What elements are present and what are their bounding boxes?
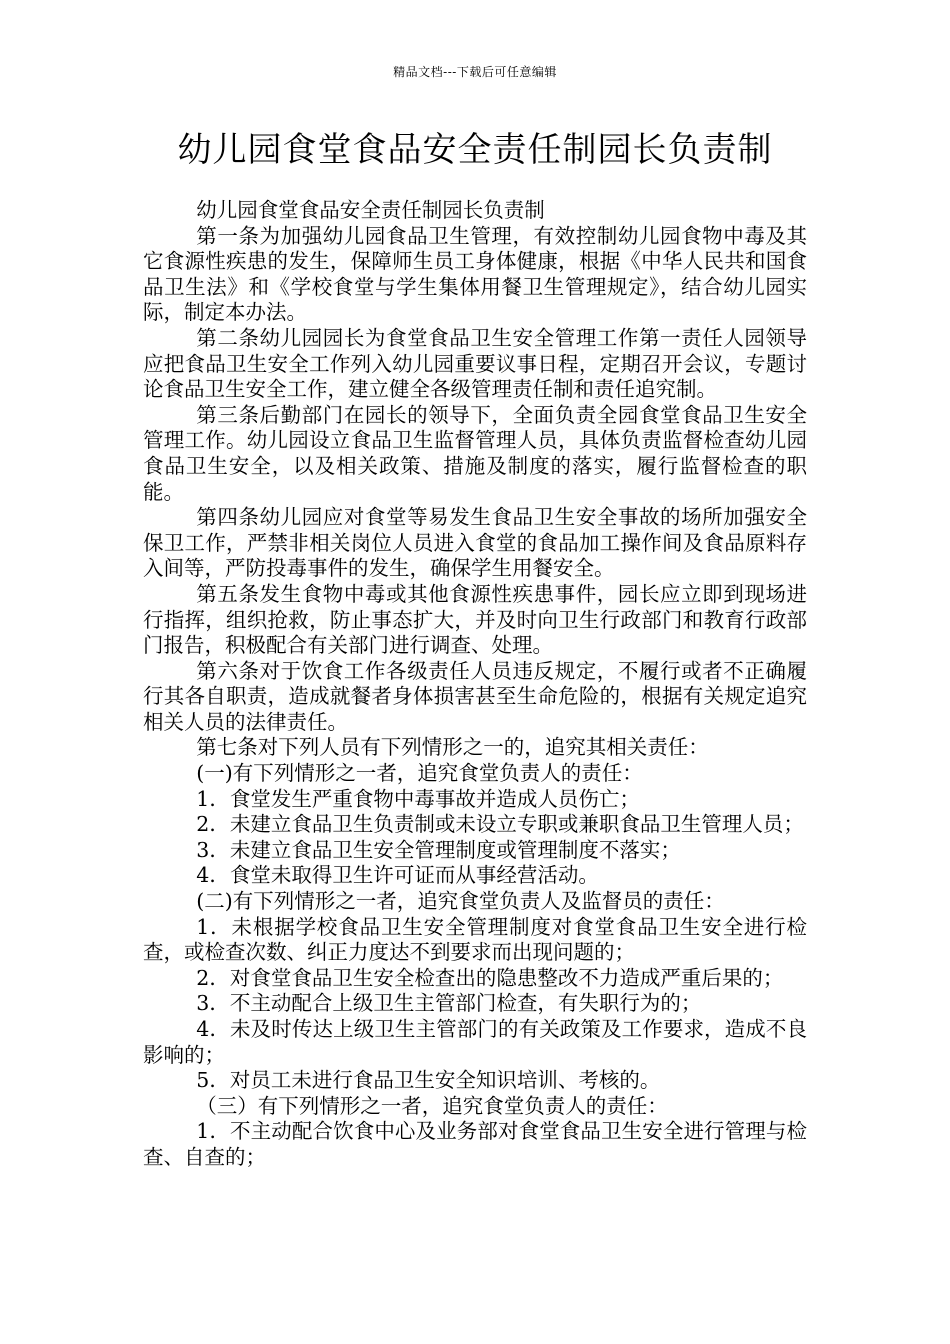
paragraph-section-2: (二)有下列情形之一者，追究食堂负责人及监督员的责任： [196, 889, 725, 914]
list-item: 4．未及时传达上级卫生主管部门的有关政策及工作要求，造成不良影响的； [143, 1017, 807, 1067]
paragraph-article-2: 第二条幼儿园园长为食堂食品卫生安全管理工作第一责任人园领导应把食品卫生安全工作列入幼儿园重要议事日程，定期召开会议，专题讨论食品卫生安全工作，建立健全各级管理责任制和责任追究制。 [143, 325, 807, 402]
paragraph-article-5: 第五条发生食物中毒或其他食源性疾患事件，园长应立即到现场进行指挥，组织抢救，防止事态扩大，并及时向卫生行政部门和教育行政部门报告，积极配合有关部门进行调查、处理。 [143, 581, 807, 658]
paragraph-section-3: （三）有下列情形之一者，追究食堂负责人的责任： [196, 1093, 668, 1118]
paragraph-article-6: 第六条对于饮食工作各级责任人员违反规定，不履行或者不正确履行其各自职责，造成就餐者身体损害甚至生命危险的，根据有关规定追究相关人员的法律责任。 [143, 658, 807, 734]
list-item: 3．不主动配合上级卫生主管部门检查，有失职行为的； [196, 991, 702, 1016]
list-item: 2．未建立食品卫生负责制或未设立专职或兼职食品卫生管理人员； [196, 812, 804, 837]
list-item: 1．食堂发生严重食物中毒事故并造成人员伤亡； [196, 786, 640, 811]
paragraph-article-7: 第七条对下列人员有下列情形之一的，追究其相关责任： [196, 735, 709, 760]
document-title: 幼儿园食堂食品安全责任制园长负责制 [177, 130, 773, 170]
list-item: 5．对员工未进行食品卫生安全知识培训、考核的。 [196, 1068, 661, 1093]
paragraph-section-1: (一)有下列情形之一者，追究食堂负责人的责任： [196, 761, 643, 786]
list-item: 2．对食堂食品卫生安全检查出的隐患整改不力造成严重后果的； [196, 965, 784, 990]
list-item: 1．未根据学校食品卫生安全管理制度对食堂食品卫生安全进行检查，或检查次数、纠正力度达不到要求而出现问题的； [143, 914, 807, 965]
list-item: 4．食堂未取得卫生许可证而从事经营活动。 [196, 863, 599, 888]
list-item: 3．未建立食品卫生安全管理制度或管理制度不落实； [196, 837, 681, 862]
paragraph-article-1: 第一条为加强幼儿园食品卫生管理，有效控制幼儿园食物中毒及其它食源性疾患的发生，保障师生员工身体健康，根据《中华人民共和国食品卫生法》和《学校食堂与学生集体用餐卫生管理规定》，结合幼儿园实际，制定本办法。 [143, 223, 807, 325]
paragraph-article-3: 第三条后勤部门在园长的领导下，全面负责全园食堂食品卫生安全管理工作。幼儿园设立食品卫生监督管理人员，具体负责监督检查幼儿园食品卫生安全，以及相关政策、措施及制度的落实，履行监督检查的职能。 [143, 402, 807, 504]
paragraph-subtitle: 幼儿园食堂食品安全责任制园长负责制 [196, 198, 545, 222]
document-body [143, 198, 807, 1171]
header-note: 精品文档---下载后可任意编辑 [393, 65, 557, 79]
paragraph-article-4: 第四条幼儿园应对食堂等易发生食品卫生安全事故的场所加强安全保卫工作，严禁非相关岗位人员进入食堂的食品加工操作间及食品原料存入间等，严防投毒事件的发生，确保学生用餐安全。 [143, 505, 807, 581]
list-item: 1．不主动配合饮食中心及业务部对食堂食品卫生安全进行管理与检查、自查的； [143, 1119, 807, 1169]
